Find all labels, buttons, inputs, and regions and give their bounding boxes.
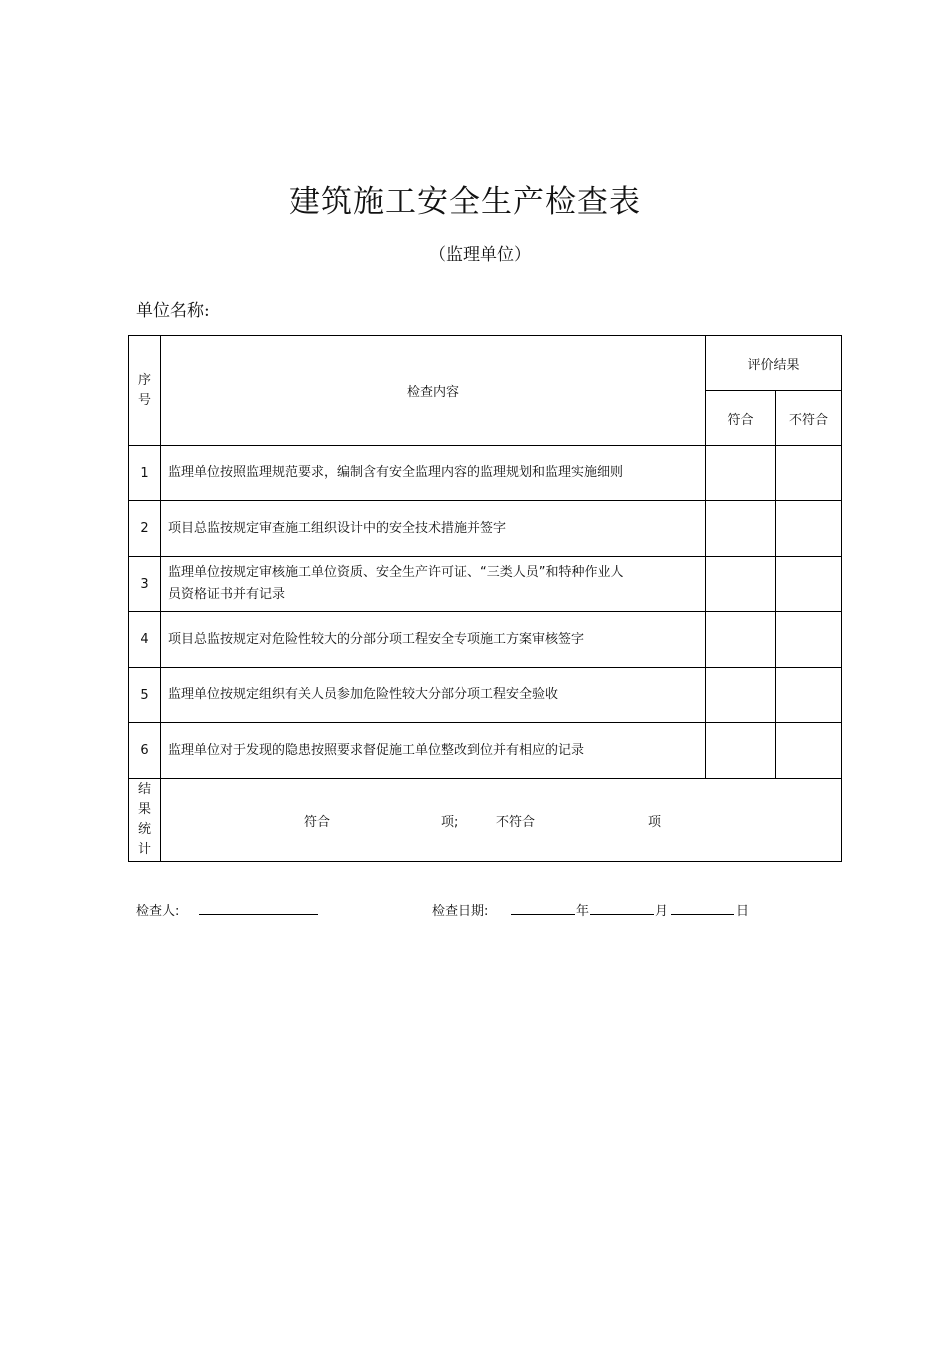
row-content: [161, 557, 706, 612]
row-number: 6: [129, 723, 161, 779]
nok-cell[interactable]: [776, 501, 842, 557]
inspector-field[interactable]: [199, 900, 318, 915]
row-content-text: 监理单位对于发现的隐患按照要求督促施工单位整改到位并有相应的记录: [168, 742, 585, 758]
year-label: 年: [576, 904, 590, 919]
nok-cell[interactable]: [776, 557, 842, 612]
row-content: [161, 501, 706, 557]
summary-content: [161, 779, 842, 862]
row-number: 4: [129, 612, 161, 668]
ok-cell[interactable]: [706, 723, 776, 779]
summary-item-1: 项;: [441, 814, 459, 830]
header-no-cell: [129, 336, 161, 446]
day-label: 日: [736, 904, 750, 919]
summary-ok-label: 符合: [304, 814, 331, 830]
header-no: 序号: [137, 372, 151, 408]
row-number: 2: [129, 501, 161, 557]
document-title: 建筑施工安全生产检查表: [289, 184, 641, 220]
unit-name-label: 单位名称:: [136, 301, 210, 321]
header-content: 检查内容: [161, 336, 706, 446]
row-content: [161, 668, 706, 723]
row-content-text: 监理单位按规定审核施工单位资质、安全生产许可证、“三类人员”和特种作业人员资格证书并有记录: [168, 565, 624, 602]
ok-cell[interactable]: [706, 612, 776, 668]
nok-cell[interactable]: [776, 668, 842, 723]
ok-cell[interactable]: [706, 557, 776, 612]
month-label: 月: [655, 904, 669, 919]
nok-cell[interactable]: [776, 612, 842, 668]
day-field[interactable]: [671, 900, 734, 915]
summary-label: 结果统计: [137, 782, 151, 857]
row-number: 3: [129, 557, 161, 612]
header-nok: 不符合: [776, 391, 842, 446]
nok-cell[interactable]: [776, 446, 842, 501]
row-content-text: 项目总监按规定审查施工组织设计中的安全技术措施并签字: [168, 520, 507, 536]
summary-item-2: 项: [648, 814, 662, 830]
table-row: [129, 612, 842, 668]
row-number: 1: [129, 446, 161, 501]
row-content: [161, 446, 706, 501]
row-number: 5: [129, 668, 161, 723]
row-content-text: 监理单位按规定组织有关人员参加危险性较大分部分项工程安全验收: [168, 687, 559, 702]
table-row: [129, 668, 842, 723]
row-content: [161, 612, 706, 668]
summary-line: [161, 811, 841, 830]
ok-cell[interactable]: [706, 446, 776, 501]
year-field[interactable]: [511, 900, 575, 915]
ok-cell[interactable]: [706, 501, 776, 557]
nok-cell[interactable]: [776, 723, 842, 779]
table-row: [129, 446, 842, 501]
table-row: [129, 557, 842, 612]
date-label: 检查日期:: [432, 904, 489, 919]
summary-row: [129, 779, 842, 862]
header-result: 评价结果: [706, 336, 842, 391]
table-row: [129, 501, 842, 557]
row-content: [161, 723, 706, 779]
summary-nok-label: 不符合: [496, 814, 536, 830]
ok-cell[interactable]: [706, 668, 776, 723]
table-row: [129, 723, 842, 779]
document-subtitle: （监理单位）: [429, 245, 531, 265]
summary-label-cell: [129, 779, 161, 862]
row-content-text: 项目总监按规定对危险性较大的分部分项工程安全专项施工方案审核签字: [168, 631, 585, 647]
check-table: [128, 335, 842, 862]
inspector-label: 检查人:: [136, 904, 180, 919]
month-field[interactable]: [590, 900, 654, 915]
row-content-text: 监理单位按照监理规范要求，编制含有安全监理内容的监理规划和监理实施细则: [168, 465, 624, 480]
header-ok: 符合: [706, 391, 776, 446]
